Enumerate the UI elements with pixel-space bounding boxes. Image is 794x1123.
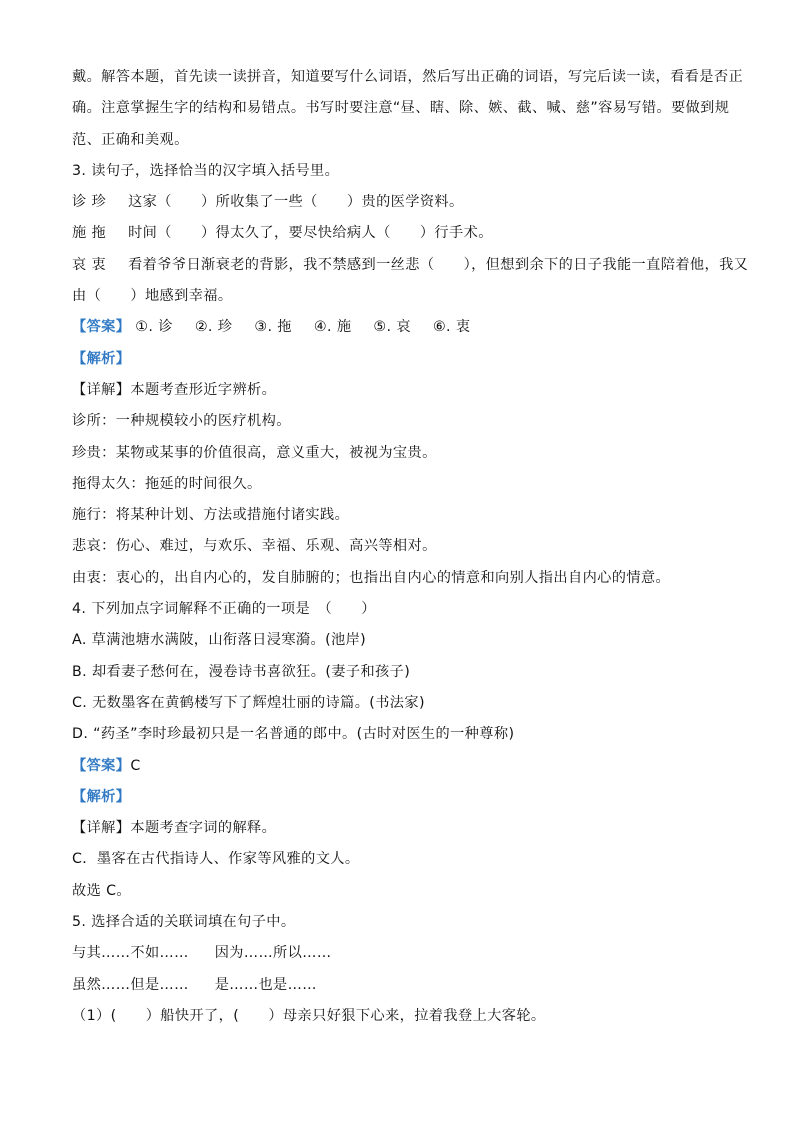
explanation-text: 由衷：衷心的，出自内心的，发自肺腑的；也指出自内心的情意和向别人指出自内心的情意。 [72,569,671,586]
option-text: A. 草满池塘水满陂，山衔落日浸寒漪。(池岸) [72,632,367,649]
question-4-title [72,594,732,625]
explanation-line [72,438,732,469]
explanation-line [72,500,732,531]
explanation-text: 拖得太久：拖延的时间很久。 [72,475,262,492]
char-choices: 施 拖 [72,225,107,242]
q4-option-b [72,657,732,688]
q5-sentence-1 [72,1001,732,1032]
option-text: 虽然……但是…… [72,976,189,993]
q3-analysis-line [72,344,732,375]
answer-item: ④. 施 [313,319,352,336]
explanation-line [72,844,732,875]
q4-detail-line [72,813,732,844]
question-title-text: 5. 选择合适的关联词填在句子中。 [72,914,296,931]
analysis-tag: 【解析】 [72,788,131,805]
answer-tag: 【答案】 [72,319,131,336]
q5-options-row-1 [72,938,732,969]
q4-analysis-line [72,782,732,813]
q3-item-c [72,250,749,281]
explanation-line [72,531,732,562]
option-text: 与其……不如…… [72,945,189,962]
answer-item: ⑥. 衷 [432,319,471,336]
paragraph-text: 确。注意掌握生字的结构和易错点。书写时要注意“昼、瞎、除、嫉、截、喊、慈”容易写错。要做到规 [72,100,730,117]
answer-item: ⑤. 哀 [373,319,411,336]
q4-answer-line [72,751,732,782]
detail-tag: 【详解】 [72,820,131,837]
q4-option-d [72,719,732,750]
explanation-text: 施行：将某种计划、方法或措施付诸实践。 [72,507,350,524]
text-line [72,93,732,124]
sentence-text: 这家（ ）所收集了一些（ ）贵的医学资料。 [128,194,464,211]
sentence-text: 时间（ ）得太久了，要尽快给病人（ ）行手术。 [128,225,493,242]
answer-item: ②. 珍 [194,319,233,336]
option-text: 因为……所以…… [214,945,332,962]
explanation-line [72,876,732,907]
explanation-line [72,469,732,500]
sentence-text: 看着爷爷日渐衰老的背影，我不禁感到一丝悲（ ），但想到余下的日子我能一直陪着他，我又 [128,256,749,273]
question-3-title [72,156,732,187]
q4-option-c [72,688,732,719]
question-title-text: 4. 下列加点字词解释不正确的一项是 （ ） [72,601,376,618]
text-line [72,62,744,93]
answer-item: C [130,757,141,774]
sentence-text: 由（ ）地感到幸福。 [72,288,233,305]
document-page [72,62,749,1032]
answer-item: ①. 诊 [135,319,173,336]
paragraph-text: 戴。解答本题，首先读一读拼音，知道要写什么词语，然后写出正确的词语，写完后读一读，看看是否正 [72,69,744,85]
detail-text: 本题考查字词的解释。 [130,820,277,837]
text-line [72,125,732,156]
q5-options-row-2 [72,970,732,1001]
explanation-text: 故选 C。 [72,882,131,899]
answer-tag: 【答案】 [72,757,131,774]
q3-item-b [72,218,732,249]
explanation-text: 珍贵：某物或某事的价值很高，意义重大，被视为宝贵。 [72,444,437,461]
detail-text: 本题考查形近字辨析。 [130,381,277,398]
detail-tag: 【详解】 [72,381,131,398]
q3-item-c-cont [72,281,732,312]
explanation-text: C．墨客在古代指诗人、作家等风雅的文人。 [72,851,360,868]
char-choices: 诊 珍 [72,194,107,211]
explanation-line [72,563,732,594]
q3-detail-line [72,375,732,406]
explanation-text: 诊所：一种规模较小的医疗机构。 [72,413,291,430]
explanation-text: 悲哀：伤心、难过，与欢乐、幸福、乐观、高兴等相对。 [72,538,437,555]
q3-answer-line [72,312,732,343]
question-5-title [72,907,732,938]
q3-item-a [72,187,732,218]
char-choices: 哀 衷 [72,256,107,273]
option-text: D. “药圣”李时珍最初只是一名普通的郎中。(古时对医生的一种尊称) [72,726,515,743]
question-title-text: 3. 读句子，选择恰当的汉字填入括号里。 [72,162,340,179]
option-text: C. 无数墨客在黄鹤楼写下了辉煌壮丽的诗篇。(书法家) [72,694,425,711]
analysis-tag: 【解析】 [72,350,131,367]
option-text: B. 却看妻子愁何在，漫卷诗书喜欲狂。(妻子和孩子) [72,663,411,680]
answer-item: ③. 拖 [254,319,292,336]
sentence-text: （1）( ）船快开了，( ）母亲只好狠下心来，拉着我登上大客轮。 [72,1007,546,1024]
paragraph-text: 范、正确和美观。 [72,131,189,148]
q4-option-a [72,625,732,656]
option-text: 是……也是…… [214,976,317,993]
explanation-line [72,406,732,437]
